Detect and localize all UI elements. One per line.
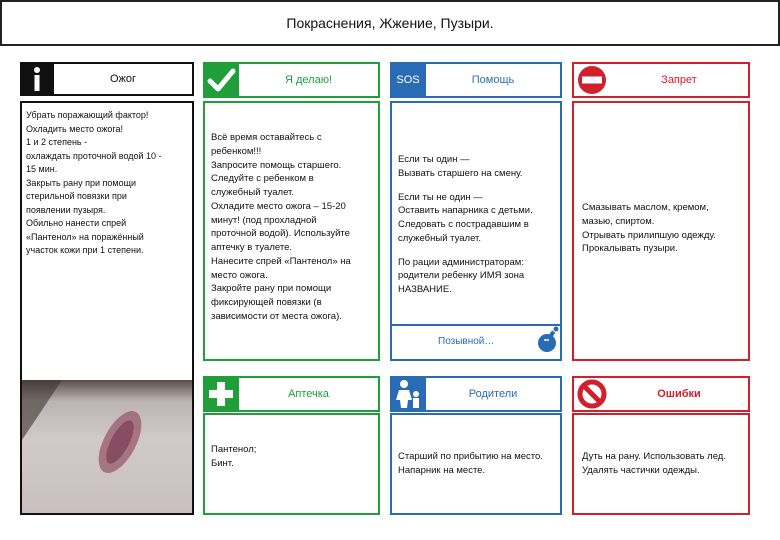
- first-aid-items: Пантенол; Бинт.: [211, 444, 257, 469]
- help-alone-text: Если ты один — Вызвать старшего на смену.: [398, 154, 523, 179]
- first-aid-header-label: Аптечка: [288, 388, 329, 400]
- parents-text: Старший по прибытию на место. Напарник на месте.: [398, 451, 543, 476]
- burn-instructions: Убрать поражающий фактор! Охладить место ожога! 1 и 2 степень - охлаждать проточной водой 10 - 15 мин. Закрыть рану при помощи стерильной повязки при появлении пузыря. Обильно нанести спрей «Пантенол» на поражённый участок кожи при 1 степени.: [26, 110, 162, 255]
- checkmark-icon: [203, 62, 239, 98]
- help-header-label: Помощь: [471, 74, 515, 86]
- help-radio-text: По рации администраторам: родители ребенку ИМЯ зона НАЗВАНИЕ.: [398, 256, 525, 296]
- i-do-header-label: Я делаю!: [284, 74, 332, 86]
- i-do-instructions: Всё время оставайтесь с ребенком!!! Запросите помощь старшего. Следуйте с ребенком в служебный туалет. Охладите место ожога – 15-20 минут! (под прохладной проточной водой). Используйте аптечку в туалете. Нанесите спрей «Пантенол» на место ожога. Закройте рану при помощи фиксирующей повязки (в зависимости от места ожога).: [211, 132, 351, 322]
- first-aid-panel: [203, 413, 380, 515]
- ban-list: Смазывать маслом, кремом, мазью, спиртом. Отрывать прилипшую одежду. Прокалывать пузыри.: [582, 202, 716, 255]
- help-not-alone-text: Если ты не один — Оставить напарника с детьми. Следовать с пострадавшим в служебный туалет.: [398, 191, 533, 244]
- bomb-icon: [536, 326, 560, 359]
- help-panel: [390, 101, 562, 361]
- info-icon: [20, 62, 54, 96]
- ban-header: [610, 62, 750, 98]
- callsign-row: [390, 324, 562, 361]
- parents-header: [426, 376, 562, 412]
- errors-header: [610, 376, 750, 412]
- parents-header-label: Родители: [468, 388, 518, 400]
- first-aid-cross-icon: [203, 376, 239, 412]
- callsign-label: Позывной…: [438, 336, 495, 347]
- burn-header-label: Ожог: [109, 73, 137, 85]
- errors-panel: [572, 413, 750, 515]
- burn-header: [54, 62, 194, 96]
- help-header: [426, 62, 562, 98]
- parents-panel: [390, 413, 562, 515]
- i-do-header: [239, 62, 380, 98]
- errors-header-label: Ошибки: [657, 388, 701, 400]
- parent-child-icon: [390, 376, 426, 412]
- sos-icon: [390, 62, 426, 98]
- ban-header-label: Запрет: [661, 74, 697, 86]
- sos-icon-label: SOS: [396, 74, 420, 86]
- page-title: [0, 0, 780, 46]
- prohibited-icon: [572, 376, 610, 412]
- burn-wound-photo: [22, 380, 192, 513]
- ban-panel: [572, 101, 750, 361]
- page-title-text: Покраснения, Жжение, Пузыри.: [286, 15, 494, 31]
- first-aid-header: [239, 376, 380, 412]
- burn-wound-illustration: [22, 380, 192, 513]
- i-do-panel: [203, 101, 380, 361]
- errors-text: Дуть на рану. Использовать лед. Удалять частички одежды.: [582, 451, 726, 476]
- no-entry-icon: [572, 62, 610, 98]
